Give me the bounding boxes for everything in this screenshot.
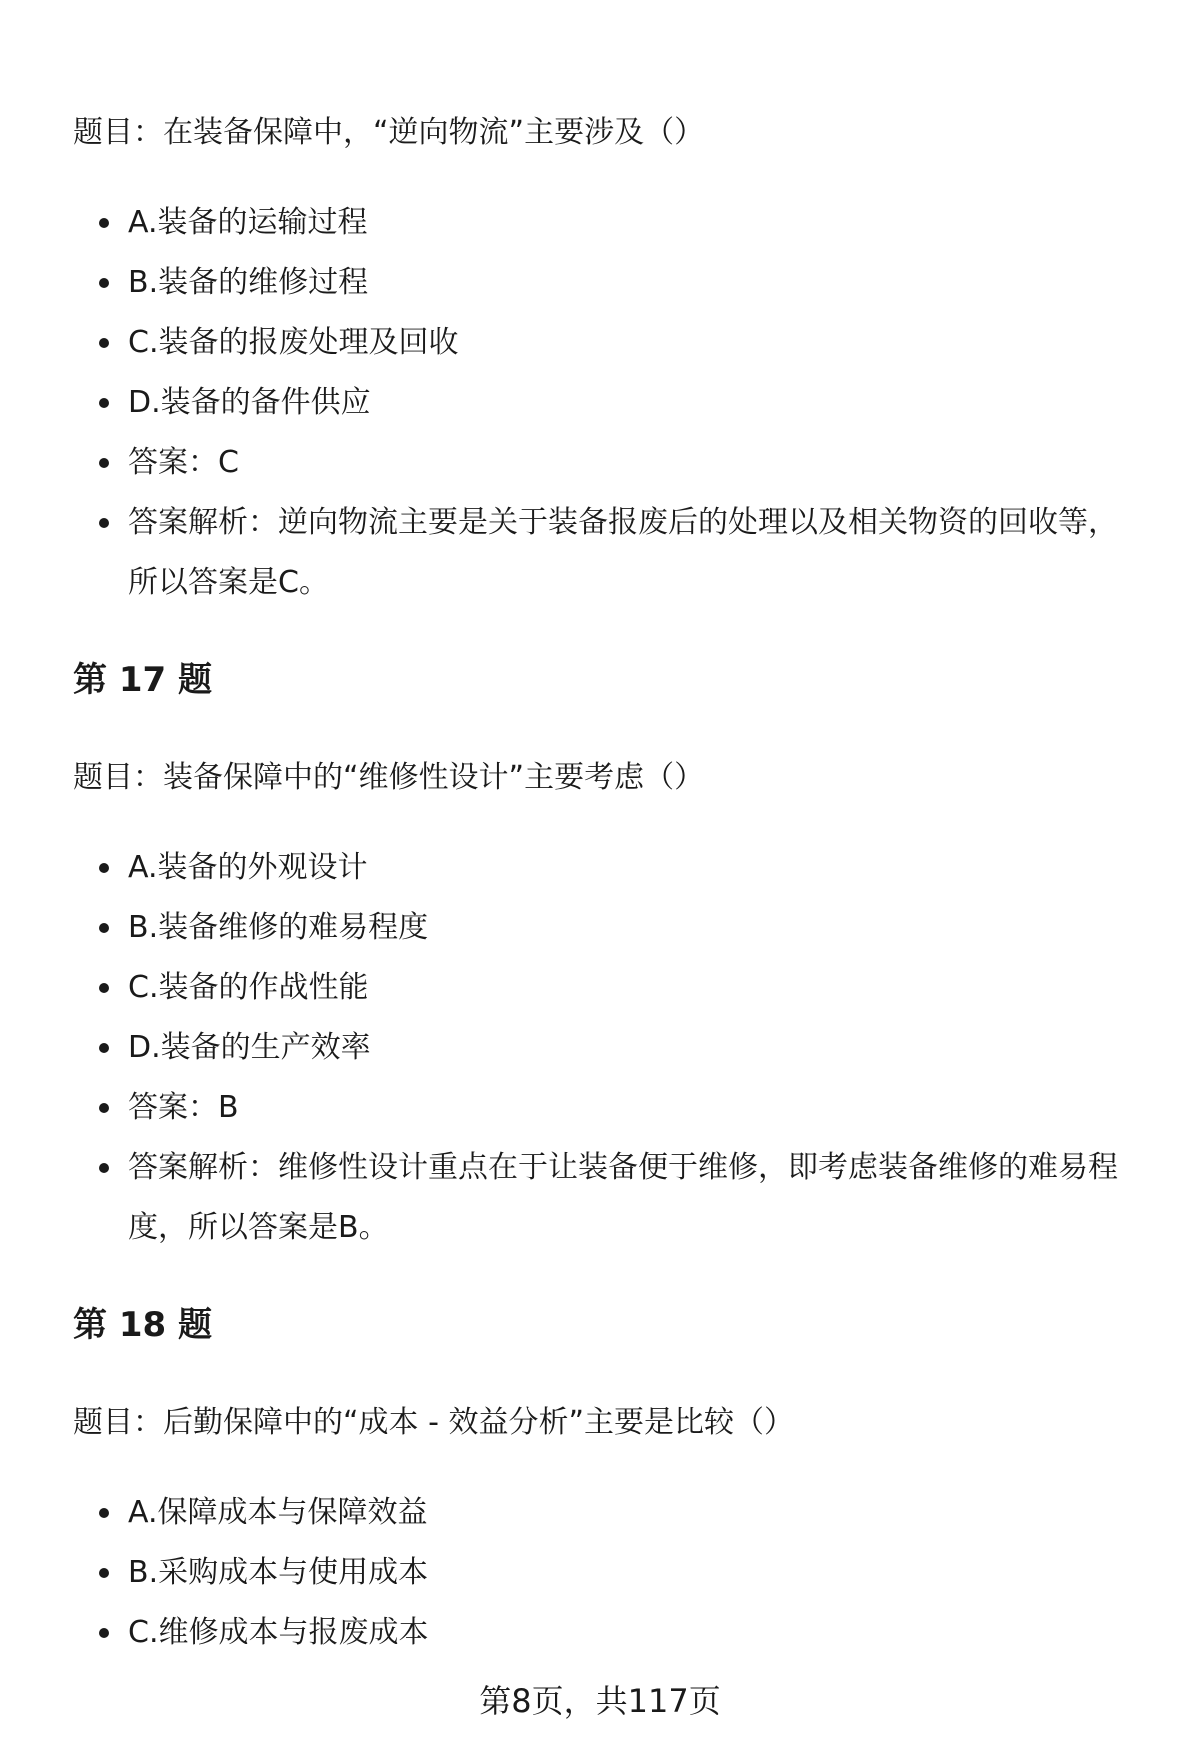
bullet-dot <box>99 338 109 348</box>
question-17-options <box>0 838 1200 1258</box>
answer: 答案：B <box>0 1078 1200 1138</box>
bullet-dot <box>99 218 109 228</box>
bullet-dot <box>99 1628 109 1638</box>
option-b: B.装备的维修过程 <box>0 253 1200 313</box>
option-b: B.采购成本与使用成本 <box>0 1543 1200 1603</box>
bullet-dot <box>99 398 109 408</box>
bullet-dot <box>99 1568 109 1578</box>
option-a: A.装备的外观设计 <box>0 838 1200 898</box>
question-17-heading: 第 17 题 <box>73 660 212 700</box>
option-d: D.装备的生产效率 <box>0 1018 1200 1078</box>
bullet-dot <box>99 278 109 288</box>
page-number: 第8页，共117页 <box>479 1682 721 1720</box>
bullet-dot <box>99 518 109 528</box>
question-17-text: 题目：装备保障中的“维修性设计”主要考虑（） <box>73 760 705 795</box>
option-a: A.保障成本与保障效益 <box>0 1483 1200 1543</box>
option-d: D.装备的备件供应 <box>0 373 1200 433</box>
bullet-dot <box>99 1508 109 1518</box>
bullet-dot <box>99 863 109 873</box>
answer: 答案：C <box>0 433 1200 493</box>
option-b: B.装备维修的难易程度 <box>0 898 1200 958</box>
question-18-text: 题目：后勤保障中的“成本 - 效益分析”主要是比较（） <box>73 1405 794 1440</box>
option-c: C.维修成本与报废成本 <box>0 1603 1200 1663</box>
bullet-dot <box>99 1043 109 1053</box>
option-c: C.装备的报废处理及回收 <box>0 313 1200 373</box>
bullet-dot <box>99 1103 109 1113</box>
bullet-dot <box>99 923 109 933</box>
question-16-options <box>0 193 1200 613</box>
bullet-dot <box>99 458 109 468</box>
bullet-dot <box>99 983 109 993</box>
question-18-heading: 第 18 题 <box>73 1305 212 1345</box>
option-a: A.装备的运输过程 <box>0 193 1200 253</box>
bullet-dot <box>99 1163 109 1173</box>
answer-explanation: 答案解析：维修性设计重点在于让装备便于维修，即考虑装备维修的难易程度，所以答案是B。 <box>0 1138 1200 1258</box>
answer-explanation: 答案解析：逆向物流主要是关于装备报废后的处理以及相关物资的回收等，所以答案是C。 <box>0 493 1200 613</box>
option-c: C.装备的作战性能 <box>0 958 1200 1018</box>
question-18-options <box>0 1483 1200 1663</box>
question-16-text: 题目：在装备保障中，“逆向物流”主要涉及（） <box>73 115 705 150</box>
